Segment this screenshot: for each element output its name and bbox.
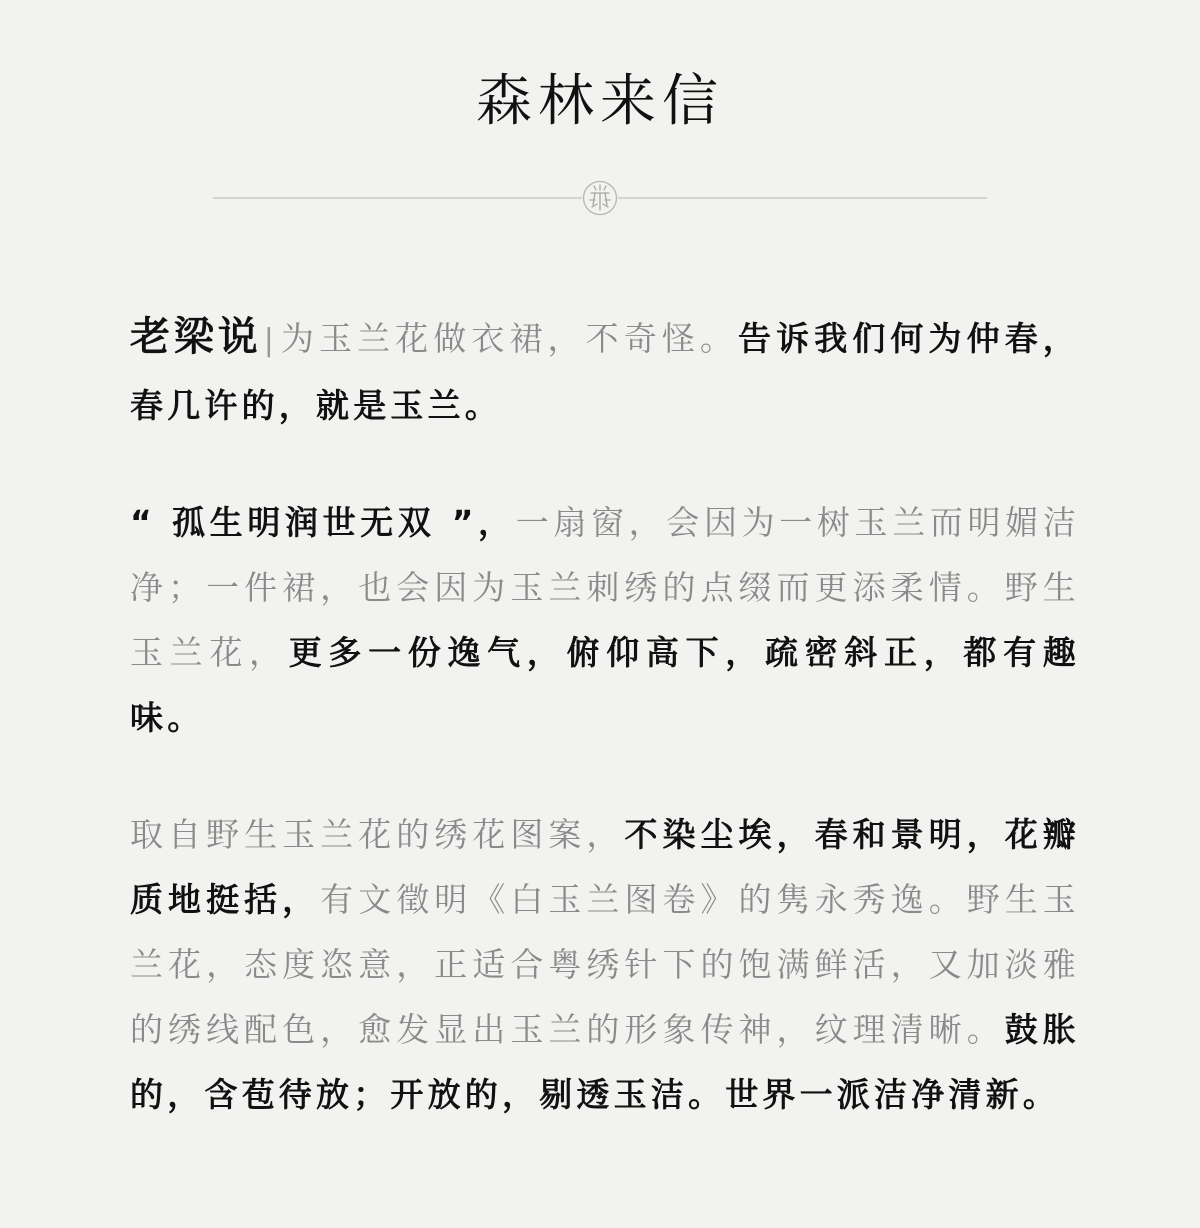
paragraph-2-strong: 更多一份逸气，俯仰高下，疏密斜正，都有趣味。 (130, 633, 1080, 737)
paragraph-3 (130, 802, 1080, 1127)
article-body (130, 304, 1080, 1179)
paragraph-3-muted-2: 有文徵明《白玉兰图卷》的隽永秀逸。野生玉兰花，态度恣意，正适合粤绣针下的饱满鲜活，又加淡雅的绣线配色，愈发显出玉兰的形象传神，纹理清晰。 (130, 880, 1081, 1049)
seal-emblem-icon (582, 180, 618, 216)
lead-separator: | (263, 323, 278, 358)
paragraph-3-muted-1: 取自野生玉兰花的绣花图案， (130, 815, 625, 854)
paragraph-2 (130, 490, 1080, 750)
page-title: 森林来信 (476, 69, 724, 134)
paragraph-3-strong-2: 鼓胀的，含苞待放；开放的，剔透玉洁。世界一派洁净清新。 (130, 1010, 1080, 1114)
paragraph-1 (130, 304, 1080, 438)
paragraph-1-strong: 告诉我们何为仲春，春几许的，就是玉兰。 (130, 319, 1080, 425)
paragraph-1-muted: 为玉兰花做衣裙，不奇怪。 (280, 319, 739, 358)
paragraph-3-strong-1: 不染尘埃，春和景明，花瓣质地挺括， (130, 815, 1080, 919)
paragraph-2-muted: 一扇窗，会因为一树玉兰而明媚洁净；一件裙，也会因为玉兰刺绣的点缀而更添柔情。野生玉兰花， (130, 503, 1080, 672)
lead-author: 老梁说 (130, 313, 262, 360)
paragraph-2-quote: “ 孤生明润世无双 ”， (130, 503, 516, 542)
